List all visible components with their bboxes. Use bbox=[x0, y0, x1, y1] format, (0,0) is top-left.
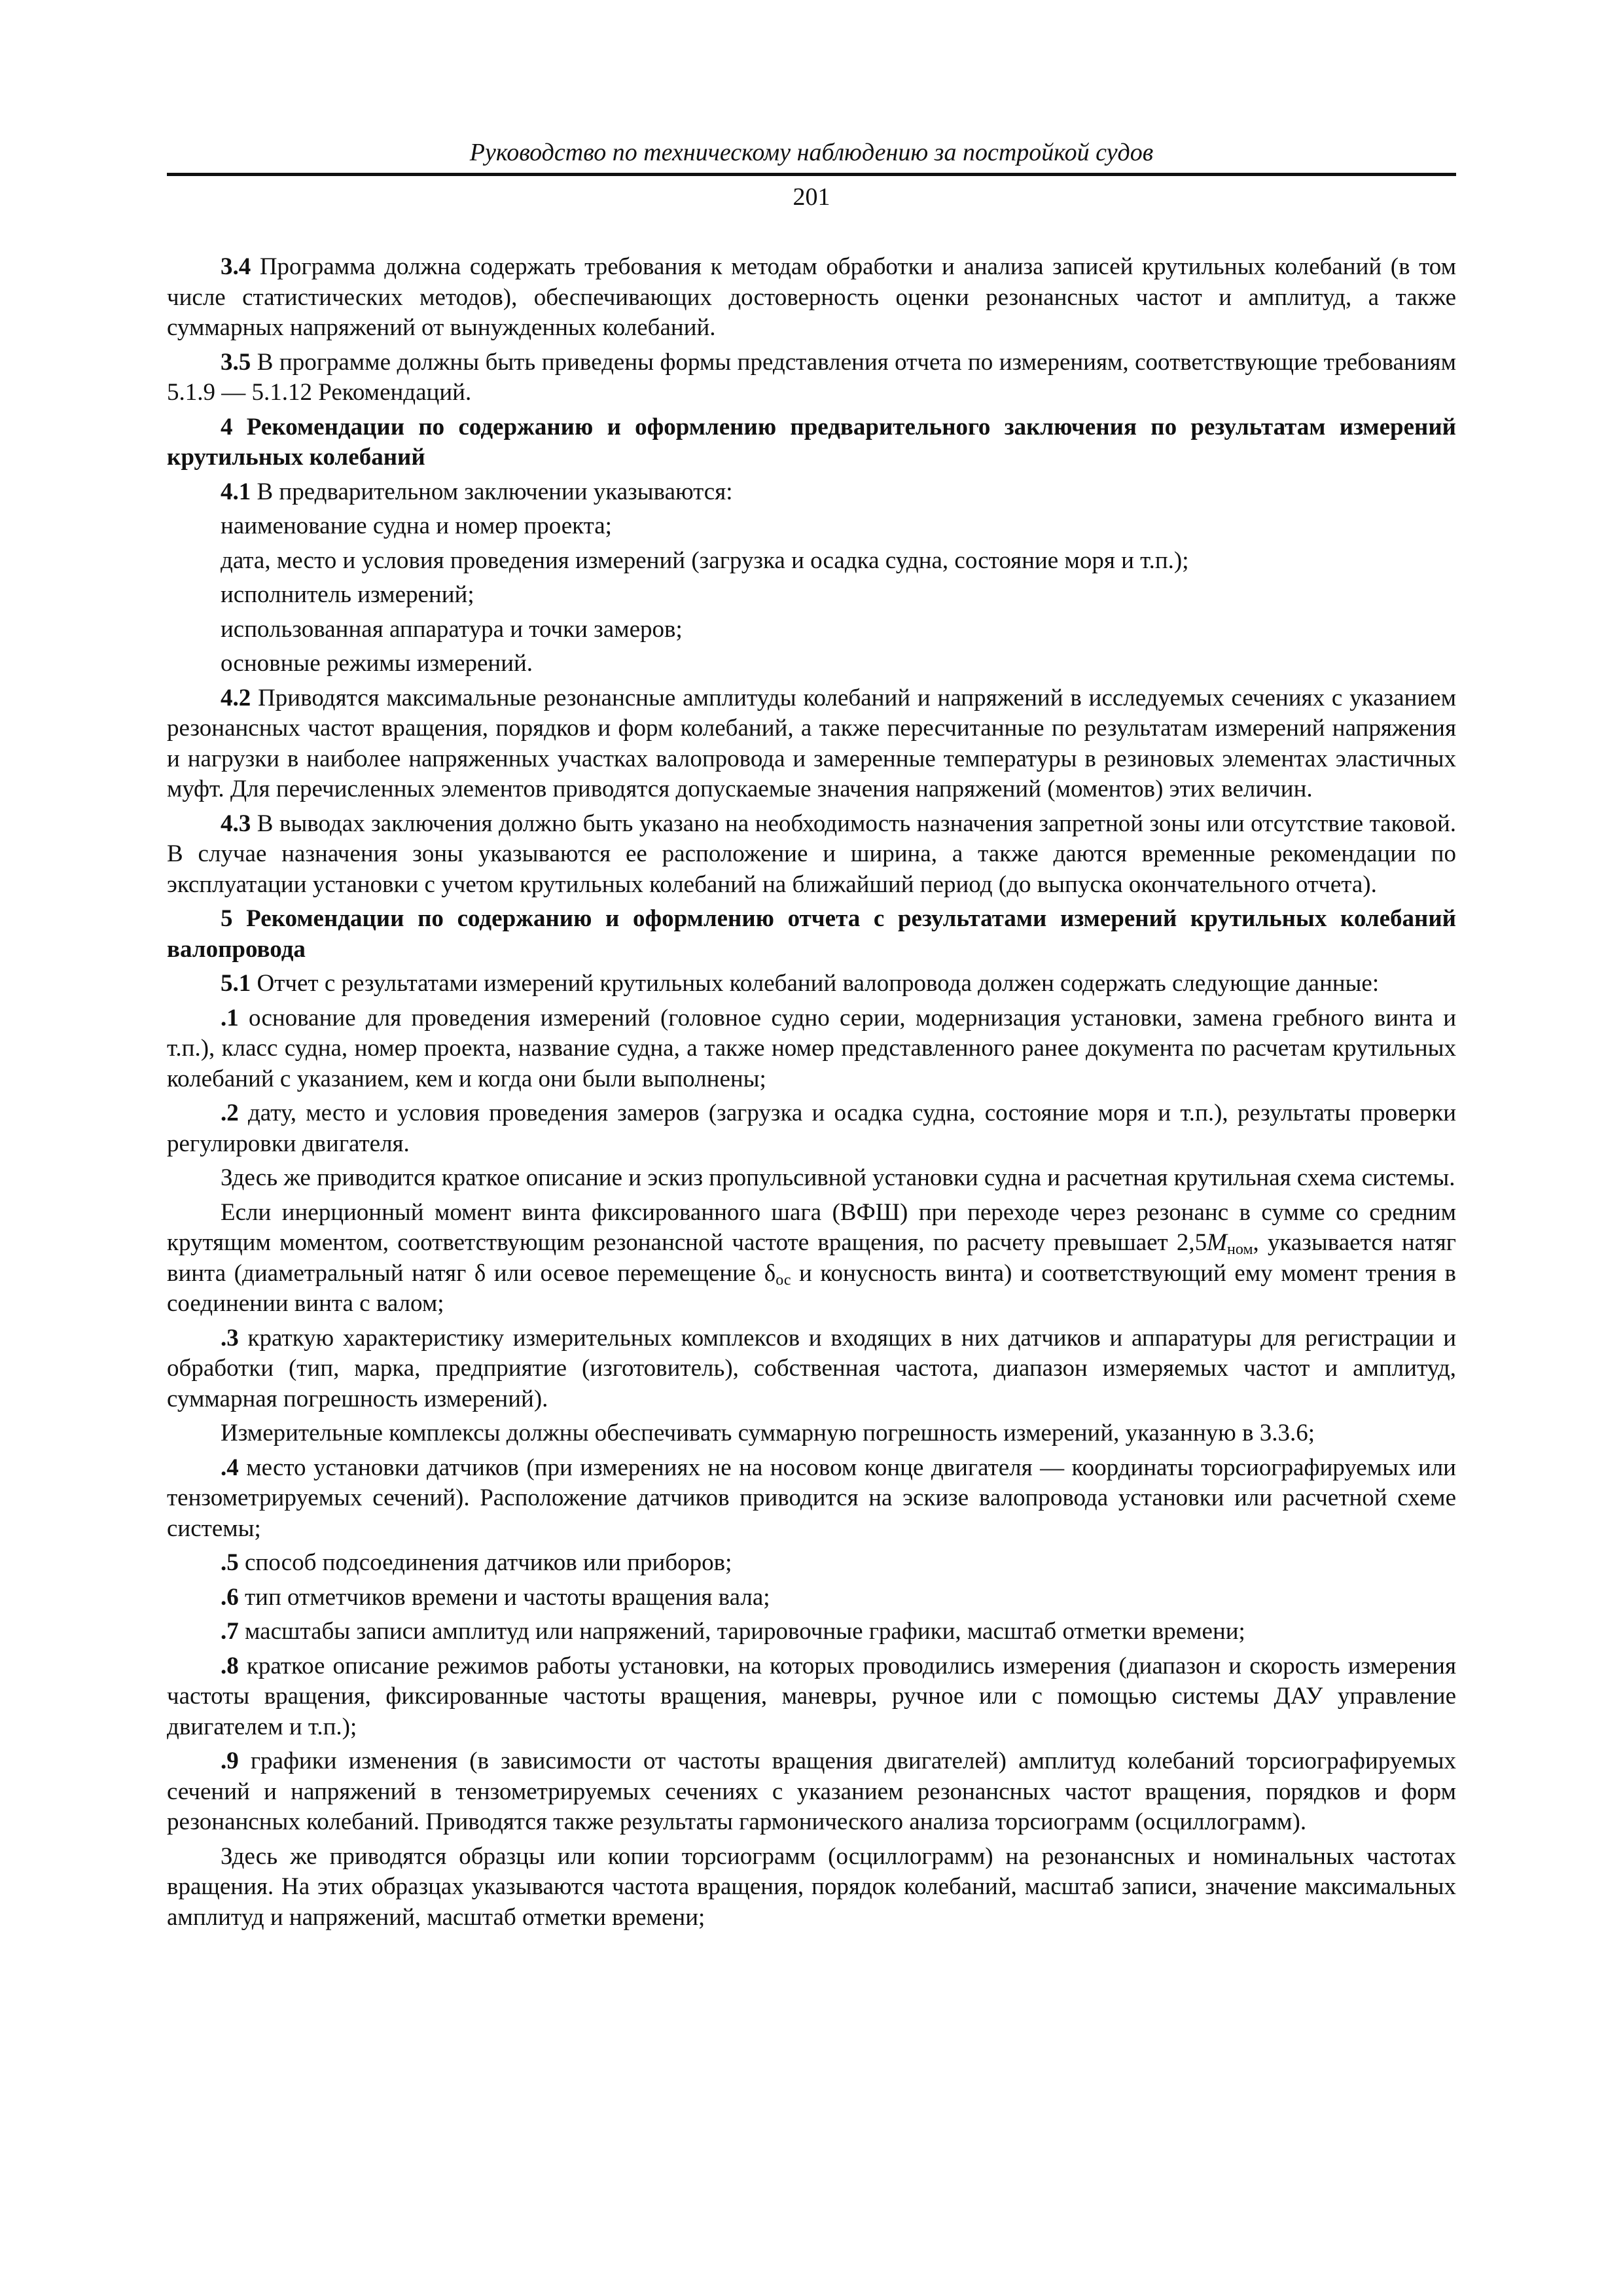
clause-number: .1 bbox=[221, 1004, 239, 1031]
paragraph-text: Приводятся максимальные резонансные амплитуды колебаний и напряжений в исследуемых сечениях с указанием резонансных частот вращения, порядков и форм колебаний, а также пересчитанные по результатам измерений напряжения и нагрузки в наиболее напряженных участках валопровода и замеренные температуры в резиновых элементах эластичных муфт. Для перечисленных элементов приводятся допускаемые значения напряжений (моментов) этих величин. bbox=[167, 684, 1456, 802]
paragraph-text: В выводах заключения должно быть указано на необходимость назначения запретной зоны или отсутствие таковой. В случае назначения зоны указываются ее расположение и ширина, а также даются временные рекомендации по эксплуатации установки с учетом крутильных колебаний на ближайший период (до выпуска окончательного отчета). bbox=[167, 810, 1456, 898]
paragraph-text: и конусность винта) и соответствующий ему момент трения в соединении винта с валом; bbox=[167, 1259, 1457, 1317]
list-item: использованная аппаратура и точки замеров; bbox=[221, 615, 683, 643]
clause-number: 3.4 bbox=[221, 253, 251, 280]
section-heading-5: 5 Рекомендации по содержанию и оформлению отчета с результатами измерений крутильных колебаний валопровода bbox=[167, 905, 1456, 963]
running-title: Руководство по техническому наблюдению за постройкой судов bbox=[167, 136, 1456, 176]
subclause-1 bbox=[167, 1003, 1456, 1095]
list-item: дата, место и условия проведения измерений (загрузка и осадка судна, состояние моря и т.п.); bbox=[221, 547, 1189, 574]
clause-number: .7 bbox=[221, 1618, 239, 1645]
page-header bbox=[167, 136, 1456, 215]
paragraph-text: графики изменения (в зависимости от частоты вращения двигателей) амплитуд колебаний торсиографируемых сечений и напряжений в тензометрируемых сечениях с указанием резонансных частот вращения, порядков и форм резонансных колебаний. Приводятся также результаты гармонического анализа торсиограмм (осциллограмм). bbox=[167, 1748, 1456, 1835]
subscript: ном bbox=[1226, 1241, 1253, 1258]
subclause-4 bbox=[167, 1453, 1456, 1545]
page-number: 201 bbox=[793, 183, 830, 211]
paragraph-text: масштабы записи амплитуд или напряжений, тарировочные графики, масштаб отметки времени; bbox=[238, 1618, 1245, 1645]
paragraph-text: Если инерционный момент винта фиксированного шага (ВФШ) при переходе через резонанс в сумме со средним крутящим моментом, соответствующим резонансной частоте вращения, по расчету превышает 2,5 bbox=[167, 1198, 1456, 1256]
paragraph-text: В предварительном заключении указываются: bbox=[251, 478, 733, 505]
subscript: ос bbox=[776, 1271, 791, 1289]
moment-symbol: M bbox=[1207, 1229, 1227, 1256]
paragraph-3-5 bbox=[167, 348, 1456, 408]
document-body bbox=[167, 252, 1456, 1937]
paragraph-text: место установки датчиков (при измерениях не на носовом конце двигателя — координаты торсиографируемых или тензометрируемых сечений). Расположение датчиков приводится на эскизе валопровода установки или расчетной схеме системы; bbox=[167, 1454, 1456, 1542]
paragraph-3-4 bbox=[167, 252, 1456, 344]
subclause-7 bbox=[167, 1617, 1456, 1647]
list-item: наименование судна и номер проекта; bbox=[221, 512, 612, 539]
paragraph-text: , указывается натяг винта (диаметральный натяг δ или осевое перемещение δ bbox=[167, 1229, 1456, 1287]
paragraph-4-1 bbox=[167, 477, 1456, 508]
clause-number: .4 bbox=[221, 1454, 239, 1481]
clause-number: .5 bbox=[221, 1549, 239, 1576]
clause-number: 4.2 bbox=[221, 684, 251, 711]
subclause-3 bbox=[167, 1323, 1456, 1415]
clause-number: 4.1 bbox=[221, 478, 251, 505]
paragraph-5-1 bbox=[167, 969, 1456, 999]
paragraph: Здесь же приводится краткое описание и эскиз пропульсивной установки судна и расчетная крутильная схема системы. bbox=[221, 1164, 1455, 1191]
list-item: исполнитель измерений; bbox=[221, 581, 474, 608]
paragraph-4-3 bbox=[167, 809, 1456, 901]
clause-number: 4.3 bbox=[221, 810, 251, 837]
subclause-8 bbox=[167, 1651, 1456, 1743]
paragraph-text: основание для проведения измерений (головное судно серии, модернизация установки, замена гребного винта и т.п.), класс судна, номер проекта, название судна, а также номер представленного ранее документа по расчетам крутильных колебаний с указанием, кем и когда они были выполнены; bbox=[167, 1004, 1456, 1092]
list-item: основные режимы измерений. bbox=[221, 650, 533, 677]
paragraph-text: краткое описание режимов работы установки, на которых проводились измерения (диапазон и скорость измерения частоты вращения, фиксированные частоты вращения, маневры, ручное или с помощью системы ДАУ управление двигателем и т.п.); bbox=[167, 1652, 1456, 1740]
paragraph-text: тип отметчиков времени и частоты вращения вала; bbox=[238, 1583, 770, 1611]
clause-number: .3 bbox=[221, 1324, 239, 1352]
section-heading-4: 4 Рекомендации по содержанию и оформлению предварительного заключения по результатам измерений крутильных колебаний bbox=[167, 413, 1456, 471]
paragraph-formula bbox=[167, 1198, 1456, 1319]
subclause-9 bbox=[167, 1746, 1456, 1838]
clause-number: 5.1 bbox=[221, 970, 251, 997]
clause-number: .9 bbox=[221, 1748, 239, 1774]
paragraph: Измерительные комплексы должны обеспечивать суммарную погрешность измерений, указанную в 3.3.6; bbox=[221, 1420, 1315, 1446]
paragraph-text: краткую характеристику измерительных комплексов и входящих в них датчиков и аппаратуры для регистрации и обработки (тип, марка, предприятие (изготовитель), собственная частота, диапазон измеряемых частот и амплитуд, суммарная погрешность измерений). bbox=[167, 1324, 1456, 1412]
clause-number: .8 bbox=[221, 1652, 239, 1679]
clause-number: .2 bbox=[221, 1100, 239, 1126]
paragraph-text: В программе должны быть приведены формы представления отчета по измерениям, соответствующие требованиям 5.1.9 — 5.1.12 Рекомендаций. bbox=[167, 348, 1456, 406]
paragraph-text: дату, место и условия проведения замеров (загрузка и осадка судна, состояние моря и т.п.), результаты проверки регулировки двигателя. bbox=[167, 1100, 1456, 1157]
subclause-5 bbox=[167, 1548, 1456, 1579]
paragraph: Здесь же приводятся образцы или копии торсиограмм (осциллограмм) на резонансных и номинальных частотах вращения. На этих образцах указываются частота вращения, порядок колебаний, масштаб записи, значение максимальных амплитуд и напряжений, масштаб отметки времени; bbox=[167, 1842, 1456, 1931]
subclause-2 bbox=[167, 1098, 1456, 1159]
paragraph-4-2 bbox=[167, 683, 1456, 805]
paragraph-text: Отчет с результатами измерений крутильных колебаний валопровода должен содержать следующие данные: bbox=[251, 970, 1380, 997]
clause-number: 3.5 bbox=[221, 348, 251, 376]
paragraph-text: способ подсоединения датчиков или приборов; bbox=[238, 1549, 732, 1576]
clause-number: .6 bbox=[221, 1583, 239, 1611]
subclause-6 bbox=[167, 1583, 1456, 1613]
paragraph-text: Программа должна содержать требования к методам обработки и анализа записей крутильных колебаний (в том числе статистических методов), обеспечивающих достоверность оценки резонансных частот и амплитуд, а также суммарных напряжений от вынужденных колебаний. bbox=[167, 253, 1456, 341]
